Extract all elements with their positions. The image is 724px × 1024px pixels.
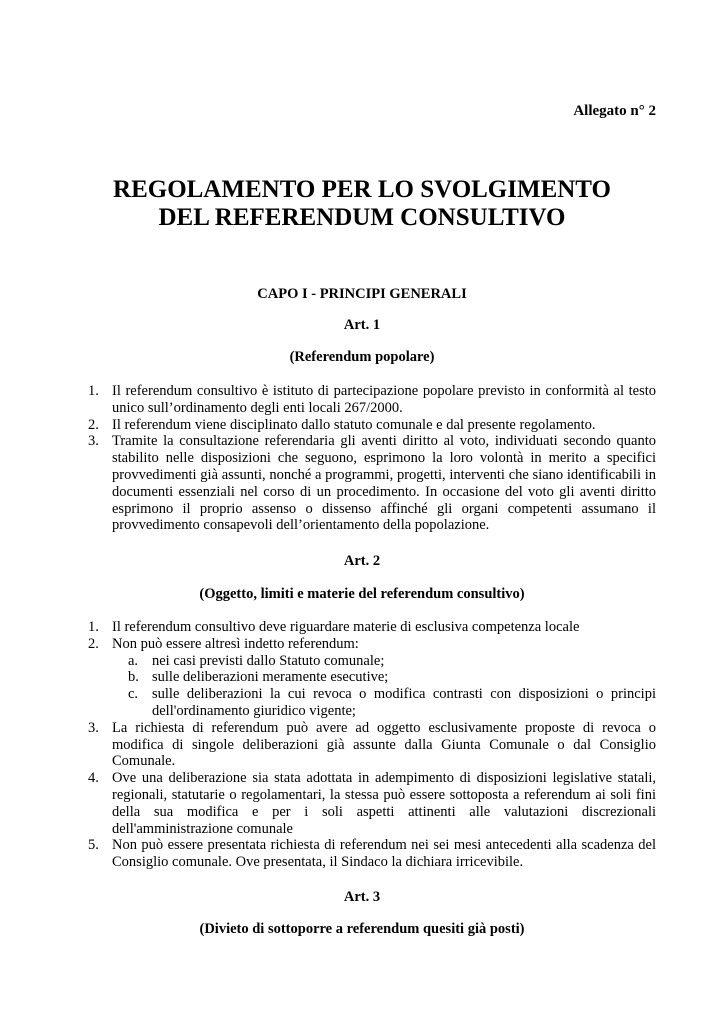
item-text: sulle deliberazioni meramente esecutive; [152, 669, 389, 686]
item-text: Non può essere altresì indetto referendum: [112, 635, 359, 652]
list-item [88, 417, 656, 434]
list-item [88, 619, 656, 636]
item-number: 3. [88, 433, 99, 450]
title-line-2: DEL REFERENDUM CONSULTIVO [158, 204, 566, 231]
sub-list-item [88, 669, 656, 686]
item-letter: c. [128, 686, 139, 703]
annex-label: Allegato n° 2 [573, 103, 656, 119]
sub-list-item [88, 653, 656, 670]
item-text: Il referendum viene disciplinato dallo statuto comunale e dal presente regolamento. [112, 416, 596, 433]
chapter-heading: CAPO I - PRINCIPI GENERALI [257, 286, 467, 302]
art3-subtitle: (Divieto di sottoporre a referendum quesiti già posti) [199, 921, 525, 937]
art3-heading: Art. 3 [343, 889, 381, 905]
art1-heading: Art. 1 [343, 317, 381, 333]
item-text: Tramite la consultazione referendaria gli aventi diritto al voto, individuati secondo quanto stabilito nelle disposizioni che seguono, esprimono la loro volontà in merito a specifici provvedimenti già assunti, nonché a programmi, progetti, interventi che siano identificabili in documenti essenziali nel corso di un procedimento. In occasione del voto gli aventi diritto esprimono il proprio assenso o dissenso affinché gli organi competenti assumano il provvedimento consapevoli dell’orientamento della popolazione. [112, 433, 656, 534]
item-number: 4. [88, 770, 99, 787]
item-letter: b. [128, 669, 139, 686]
list-item [88, 433, 656, 534]
item-text: Non può essere presentata richiesta di referendum nei sei mesi antecedenti alla scadenza del Consiglio comunale. Ove presentata, il Sindaco la dichiara irricevibile. [112, 837, 656, 871]
item-text: Il referendum consultivo deve riguardare materie di esclusiva competenza locale [112, 619, 580, 635]
document-title [0, 176, 724, 232]
item-number: 2. [88, 416, 99, 433]
item-text: Il referendum consultivo è istituto di partecipazione popolare previsto in conformità al testo unico sull’ordinamento degli enti locali 267/2000. [112, 383, 656, 416]
item-number: 2. [88, 635, 99, 652]
item-number: 5. [88, 837, 99, 854]
item-text: nei casi previsti dallo Statuto comunale; [152, 652, 385, 669]
list-item [88, 837, 656, 871]
item-text: La richiesta di referendum può avere ad oggetto esclusivamente proposte di revoca o modifica di singole deliberazioni già assunte dalla Giunta Comunale o dal Consiglio Comunale. [112, 719, 656, 770]
list-item [88, 636, 656, 653]
item-number: 1. [88, 619, 99, 635]
title-line-1: REGOLAMENTO PER LO SVOLGIMENTO [113, 176, 611, 203]
art1-subtitle: (Referendum popolare) [289, 349, 435, 365]
sub-list-item [88, 686, 656, 720]
list-item [88, 383, 656, 417]
item-number: 3. [88, 719, 99, 736]
item-text: sulle deliberazioni la cui revoca o modifica contrasti con disposizioni o principi dell'ordinamento giuridico vigente; [152, 686, 656, 719]
item-text: Ove una deliberazione sia stata adottata in adempimento di disposizioni legislative statali, regionali, statutarie o regolamentari, la stessa può essere sottoposta a referendum ai soli fini della sua modifica e per i soli aspetti attinenti alle valutazioni discrezionali dell'amministrazione comunale [112, 770, 656, 837]
item-number: 1. [88, 383, 99, 399]
art2-heading: Art. 2 [343, 553, 381, 569]
list-item [88, 770, 656, 837]
art2-list [88, 619, 656, 871]
art1-list [88, 383, 656, 534]
art2-subtitle: (Oggetto, limiti e materie del referendum consultivo) [199, 586, 525, 602]
item-letter: a. [128, 652, 139, 669]
list-item [88, 720, 656, 770]
